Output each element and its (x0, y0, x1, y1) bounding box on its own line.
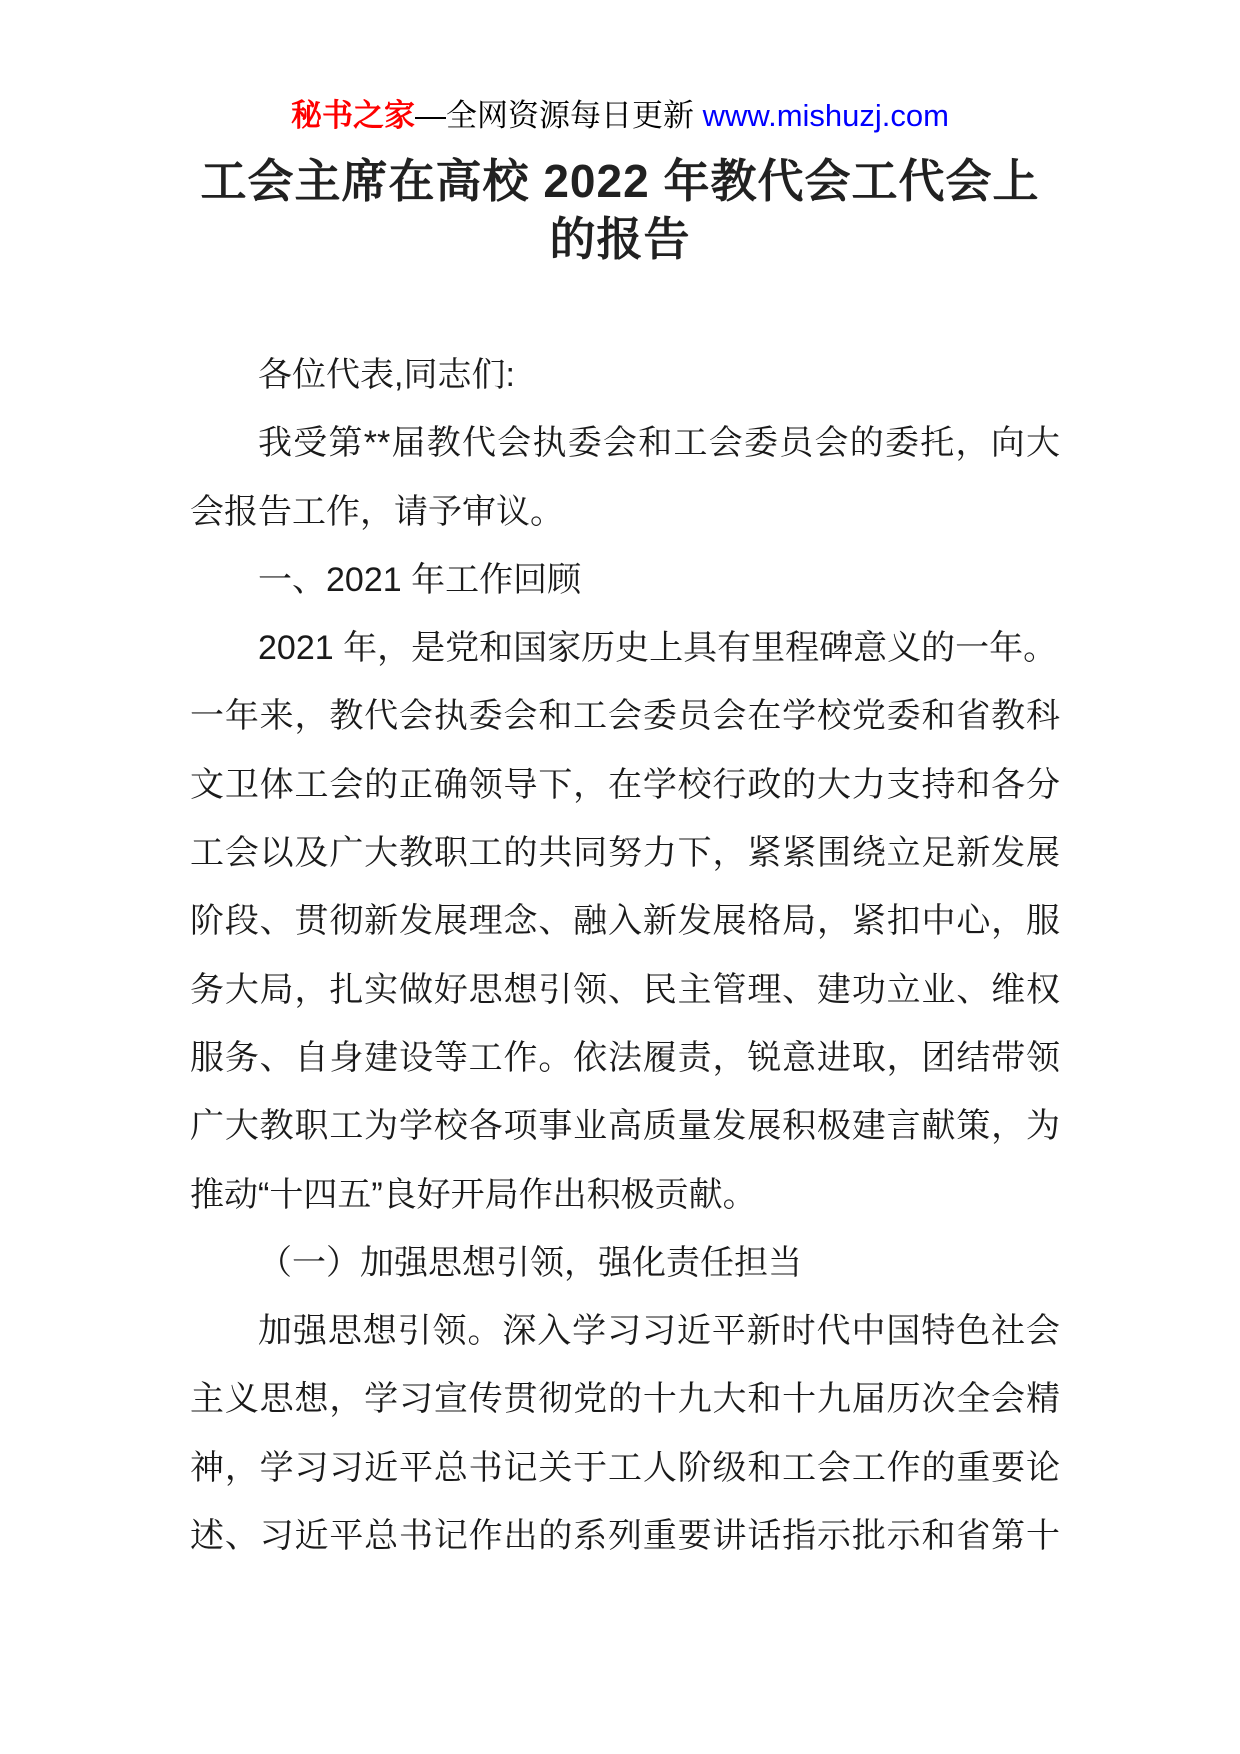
body-line: 主义思想，学习宣传贯彻党的十九大和十九届历次全会精 (190, 1380, 1060, 1419)
site-brand: 秘书之家 (291, 98, 416, 133)
body-line: 推动“十四五”良好开局作出积极贡献。 (190, 1175, 757, 1214)
body-line: 述、习近平总书记作出的系列重要讲话指示批示和省第十 (190, 1517, 1060, 1556)
body-line: 神，学习习近平总书记关于工人阶级和工会工作的重要论 (190, 1448, 1060, 1487)
document-title-line2: 的报告 (549, 213, 691, 265)
site-header (0, 96, 1240, 136)
body-line: 广大教职工为学校各项事业高质量发展积极建言献策，为 (190, 1107, 1060, 1146)
body-line: 2021 年，是党和国家历史上具有里程碑意义的一年。 (258, 629, 1058, 668)
site-tagline: —全网资源每日更新 (415, 98, 703, 133)
body-line: 会报告工作，请予审议。 (190, 492, 564, 531)
body-line: 工会以及广大教职工的共同努力下，紧紧围绕立足新发展 (190, 834, 1060, 873)
body-line: 一、2021 年工作回顾 (258, 560, 582, 599)
body-line: 各位代表,同志们: (258, 356, 515, 394)
body-line: 一年来，教代会执委会和工会委员会在学校党委和省教科 (190, 697, 1060, 736)
document-body (190, 341, 1060, 1570)
document-title (0, 152, 1240, 268)
body-line: 务大局，扎实做好思想引领、民主管理、建功立业、维权 (190, 970, 1060, 1009)
body-line: 文卫体工会的正确领导下，在学校行政的大力支持和各分 (190, 765, 1060, 804)
document-title-line1: 工会主席在高校 2022 年教代会工代会上 (200, 155, 1040, 207)
body-line: 服务、自身建设等工作。依法履责，锐意进取，团结带领 (190, 1038, 1060, 1077)
body-line: 加强思想引领。深入学习习近平新时代中国特色社会 (258, 1312, 1060, 1351)
body-line: （一）加强思想引领，强化责任担当 (258, 1243, 802, 1282)
site-url-link[interactable]: www.mishuzj.com (702, 98, 949, 133)
body-line: 阶段、贯彻新发展理念、融入新发展格局，紧扣中心，服 (190, 902, 1060, 941)
body-line: 我受第**届教代会执委会和工会委员会的委托，向大 (258, 424, 1060, 463)
